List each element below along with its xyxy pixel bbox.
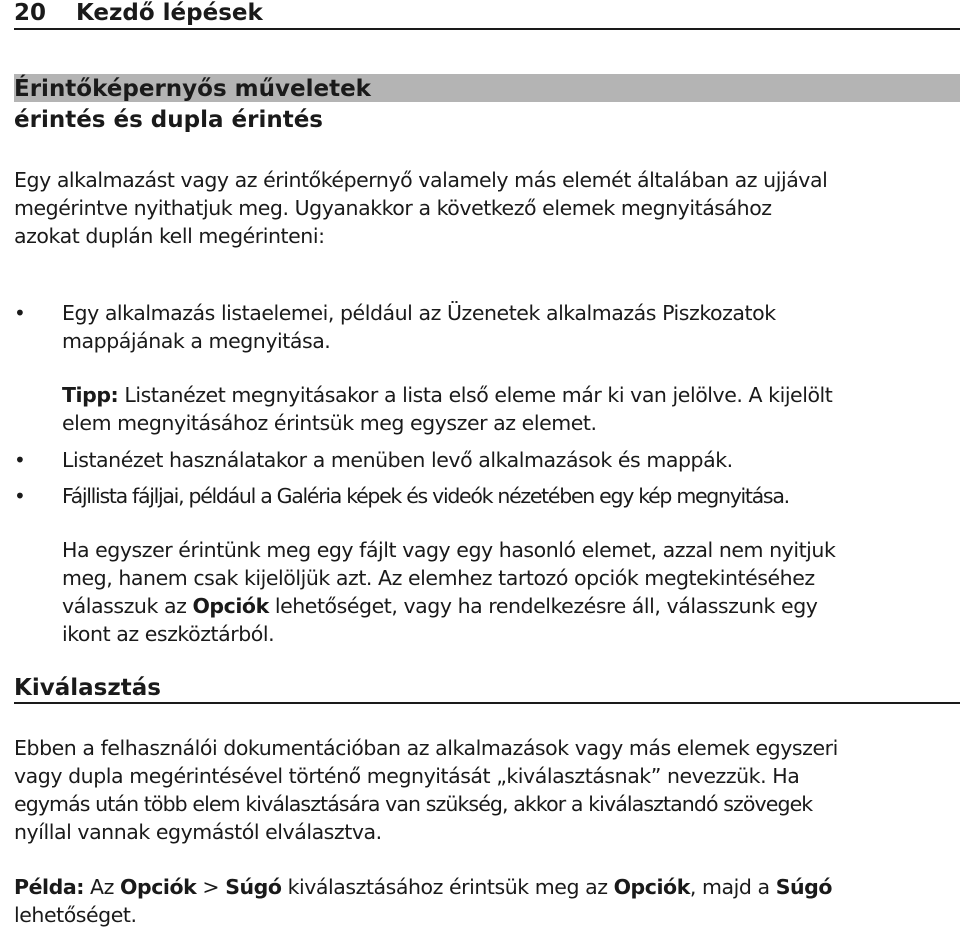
text-line: egymás után több elem kiválasztására van szükség, akkor a kiválasztandó szövegek: [14, 792, 813, 816]
text-line: megérintve nyithatjuk meg. Ugyanakkor a következő elemek megnyitásához: [14, 196, 772, 220]
text-line: [62, 592, 960, 620]
bullet-item-file-list: [62, 482, 960, 510]
bullet-item-list-view: [62, 446, 960, 474]
bullet-marker: •: [14, 301, 26, 325]
text-run: kiválasztásához érintsük meg az: [281, 875, 614, 899]
page-number: 20: [14, 0, 47, 26]
text-run: lehetőséget, vagy ha rendelkezésre áll, válasszunk egy: [268, 594, 818, 618]
heading-rule: [14, 702, 960, 704]
example-paragraph: [14, 873, 960, 929]
text-line: azokat duplán kell megérinteni:: [14, 224, 325, 248]
intro-paragraph: [14, 166, 960, 250]
text-run: , majd a: [689, 875, 776, 899]
example-label: Példa:: [14, 875, 84, 899]
text-run: >: [196, 875, 226, 899]
text-line: ikont az eszköztárból.: [62, 622, 275, 646]
chapter-title: Kezdő lépések: [76, 0, 263, 26]
text-run: válasszuk az: [62, 594, 193, 618]
text-line: elem megnyitásához érintsük meg egyszer az elemet.: [62, 411, 597, 435]
text-line: [62, 381, 960, 409]
help-term: Súgó: [225, 875, 282, 899]
text-run: Az: [83, 875, 120, 899]
selection-heading: Kiválasztás: [14, 675, 161, 701]
option-term: Opciók: [192, 594, 269, 618]
tip-paragraph: [62, 381, 960, 437]
text-line: mappájának a megnyitása.: [62, 329, 331, 353]
bullet-marker: •: [14, 484, 26, 508]
text-line: Listanézet használatakor a menüben levő alkalmazások és mappák.: [62, 448, 733, 472]
text-line: Ebben a felhasználói dokumentációban az alkalmazások vagy más elemek egyszeri: [14, 736, 838, 760]
option-term: Opciók: [120, 875, 197, 899]
help-term: Súgó: [775, 875, 833, 899]
tip-label: Tipp:: [62, 383, 119, 407]
text-line: nyíllal vannak egymástól elválasztva.: [14, 820, 382, 844]
section-subtitle: érintés és dupla érintés: [14, 107, 323, 133]
note-paragraph: [62, 536, 960, 648]
text-line: Fájllista fájljai, például a Galéria képek és videók nézetében egy kép megnyitása.: [62, 484, 789, 508]
text-line: meg, hanem csak kijelöljük azt. Az elemhez tartozó opciók megtekintéséhez: [62, 566, 815, 590]
text-line: vagy dupla megérintésével történő megnyitását „kiválasztásnak” nevezzük. Ha: [14, 764, 800, 788]
tip-text: Listanézet megnyitásakor a lista első eleme már ki van jelölve. A kijelölt: [118, 383, 833, 407]
text-line: Ha egyszer érintünk meg egy fájlt vagy egy hasonló elemet, azzal nem nyitjuk: [62, 538, 836, 562]
text-line: lehetőséget.: [14, 903, 137, 927]
section-title: Érintőképernyős műveletek: [14, 74, 960, 102]
option-term: Opciók: [613, 875, 690, 899]
text-line: Egy alkalmazást vagy az érintőképernyő valamely más elemét általában az ujjával: [14, 168, 828, 192]
bullet-marker: •: [14, 448, 26, 472]
bullet-item-list-elements: [62, 299, 960, 355]
text-line: [14, 873, 960, 901]
selection-paragraph: [14, 734, 960, 846]
text-line: Egy alkalmazás listaelemei, például az Üzenetek alkalmazás Piszkozatok: [62, 301, 776, 325]
page-header: [14, 0, 960, 30]
